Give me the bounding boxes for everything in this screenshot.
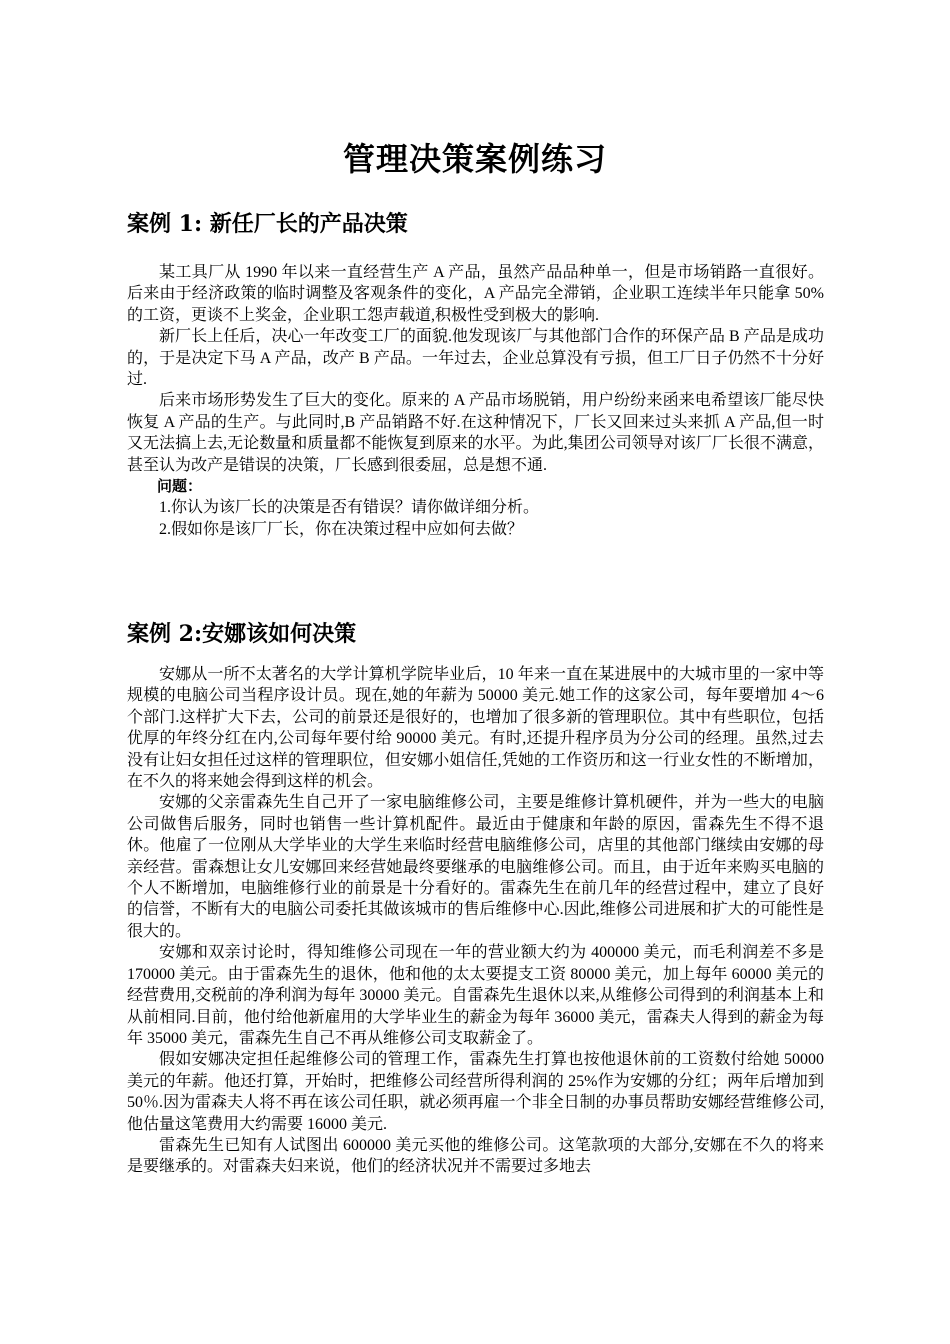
case2-heading: 案例 2:安娜该如何决策 — [127, 621, 357, 647]
case1-paragraph: 某工具厂从 1990 年以来一直经营生产 A 产品，虽然产品品种单一，但是市场销路一直很好。后来由于经济政策的临时调整及客观条件的变化，A 产品完全滞销，企业职工连续半年只能拿 50%的工资，更谈不上奖金，企业职工怨声载道,积极性受到极大的影响. — [127, 264, 824, 324]
question-item: 2.假如你是该厂厂长，你在决策过程中应如何去做？ — [159, 520, 524, 538]
case2-body — [127, 664, 824, 1178]
question-item: 1.你认为该厂长的决策是否有错误？请你做详细分析。 — [159, 499, 540, 517]
case1-body — [127, 262, 824, 540]
case2-paragraph: 安娜的父亲雷森先生自己开了一家电脑维修公司，主要是维修计算机硬件，并为一些大的电脑公司做售后服务，同时也销售一些计算机配件。最近由于健康和年龄的原因，雷森先生不得不退休。他雇了一位刚从大学毕业的大学生来临时经营电脑维修公司，店里的其他部门继续由安娜的母亲经营。雷森想让女儿安娜回来经营她最终要继承的电脑维修公司。而且，由于近年来购买电脑的个人不断增加，电脑维修行业的前景是十分看好的。雷森先生在前几年的经营过程中，建立了良好的信誉，不断有大的电脑公司委托其做该城市的售后维修中心.因此,维修公司进展和扩大的可能性是很大的。 — [127, 794, 824, 940]
case2-paragraph: 假如安娜决定担任起维修公司的管理工作，雷森先生打算也按他退休前的工资数付给她 50000 美元的年薪。他还打算，开始时，把维修公司经营所得利润的 25%作为安娜的分红；两年后增加到 50％.因为雷森夫人将不再在该公司任职，就必须再雇一个非全日制的办事员帮助安娜经营维修公司,他估量这笔费用大约需要 16000 美元. — [127, 1051, 824, 1133]
questions-label: 问题： — [157, 477, 203, 496]
case1-paragraph: 后来市场形势发生了巨大的变化。原来的 A 产品市场脱销，用户纷纷来函来电希望该厂能尽快恢复 A 产品的生产。与此同时,B 产品销路不好.在这种情况下，厂长又回来过头来抓 A 产品,但一时又无法搞上去,无论数量和质量都不能恢复到原来的水平。为此,集团公司领导对该厂厂长很不满意，甚至认为改产是错误的决策，厂长感到很委屈，总是想不通. — [127, 392, 824, 474]
case2-paragraph: 安娜从一所不太著名的大学计算机学院毕业后，10 年来一直在某进展中的大城市里的一家中等规模的电脑公司当程序设计员。现在,她的年薪为 50000 美元.她工作的这家公司，每年要增加 4～6 个部门.这样扩大下去，公司的前景还是很好的，也增加了很多新的管理职位。其中有些职位，包括优厚的年终分红在内,公司每年要付给 90000 美元。有时,还提升程序员为分公司的经理。虽然,过去没有让妇女担任过这样的管理职位，但安娜小姐信任,凭她的工作资历和这一行业女性的不断增加，在不久的将来她会得到这样的机会。 — [127, 666, 824, 791]
case2-paragraph: 安娜和双亲讨论时，得知维修公司现在一年的营业额大约为 400000 美元，而毛利润差不多是 170000 美元。由于雷森先生的退休，他和他的太太要提支工资 80000 美元，加上每年 60000 美元的经营费用,交税前的净利润为每年 30000 美元。自雷森先生退休以来,从维修公司得到的利润基本上和从前相同.目前，他付给他新雇用的大学毕业生的薪金为每年 36000 美元，雷森夫人得到的薪金为每年 35000 美元，雷森先生自己不再从维修公司支取薪金了。 — [127, 944, 824, 1047]
case1-heading: 案例 1: 新任厂长的产品决策 — [127, 211, 408, 237]
case1-paragraph: 新厂长上任后，决心一年改变工厂的面貌.他发现该厂与其他部门合作的环保产品 B 产品是成功的，于是决定下马 A 产品，改产 B 产品。一年过去，企业总算没有亏损，但工厂日子仍然不十分好过. — [127, 328, 824, 389]
document-title: 管理决策案例练习 — [342, 140, 607, 178]
case2-paragraph: 雷森先生已知有人试图出 600000 美元买他的维修公司。这笔款项的大部分,安娜在不久的将来是要继承的。对雷森夫妇来说，他们的经济状况并不需要过多地去 — [127, 1136, 824, 1176]
